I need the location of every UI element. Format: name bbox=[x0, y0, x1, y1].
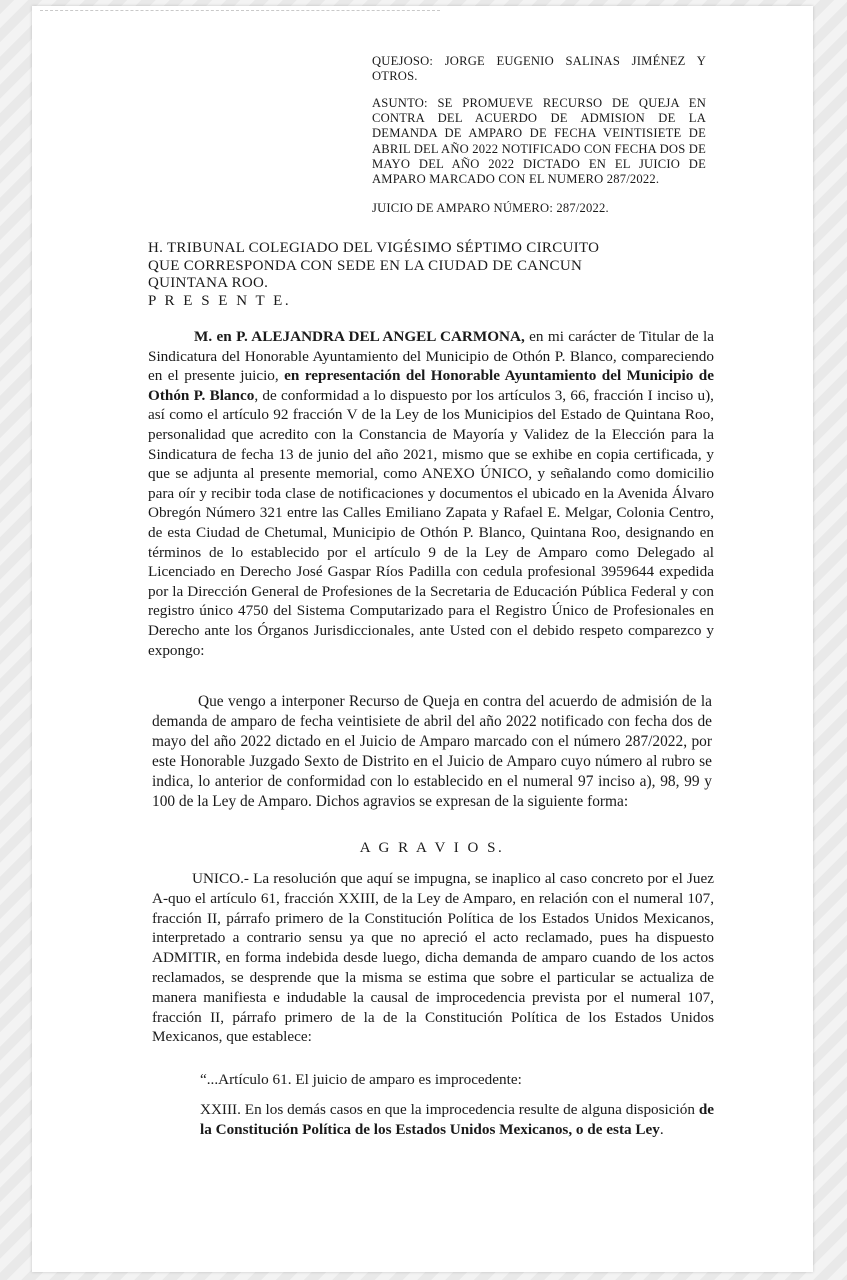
paragraph-recurso: Que vengo a interponer Recurso de Queja en contra del acuerdo de admisión de la demanda de amparo de fecha veintisiete de abril del año 2022 notificado con fecha dos de mayo del año 2022 dictado en el Juicio de Amparo marcado con el número 287/2022, por este Honorable Juzgado Sexto de Distrito en el Juicio de Amparo cuyo número al rubro se indica, lo anterior de conformidad con lo establecido en el numeral 97 inciso a), 98, 99 y 100 de la Ley de Amparo. Dichos agravios se expresan de la siguiente forma: bbox=[152, 693, 712, 810]
scan-edge-line bbox=[40, 10, 440, 12]
addressee-line-2: QUE CORRESPONDA CON SEDE EN LA CIUDAD DE CANCUN bbox=[148, 257, 583, 274]
juicio-number: JUICIO DE AMPARO NÚMERO: 287/2022. bbox=[372, 201, 609, 215]
paragraph-1-bold-b: en representación del Honorable Ayuntamiento del Municipio de Othón P. Blanco bbox=[148, 367, 714, 404]
quote-articulo-61: “...Artículo 61. El juicio de amparo es improcedente: bbox=[200, 1071, 522, 1088]
quote-text-c: . bbox=[659, 1120, 664, 1138]
paragraph-introduction bbox=[148, 327, 714, 660]
addressee-line-1: H. TRIBUNAL COLEGIADO DEL VIGÉSIMO SÉPTIMO CIRCUITO bbox=[148, 240, 600, 256]
document-page bbox=[32, 6, 813, 1272]
addressee-line-3: QUINTANA ROO. bbox=[148, 275, 269, 291]
addressee-block bbox=[148, 240, 618, 310]
asunto-block: ASUNTO: SE PROMUEVE RECURSO DE QUEJA EN CONTRA DEL ACUERDO DE ADMISION DE LA DEMANDA DE AMPARO DE FECHA VEINTISIETE DE ABRIL DEL AÑO 2022 NOTIFICADO CON FECHA DOS DE MAYO DEL AÑO 2022 DICTADO EN EL JUICIO DE AMPARO MARCADO CON EL NUMERO 287/2022. bbox=[372, 96, 706, 187]
quejoso-line: QUEJOSO: JORGE EUGENIO SALINAS JIMÉNEZ Y OTROS. bbox=[372, 54, 706, 84]
addressee-line-4: P R E S E N T E. bbox=[148, 292, 292, 309]
quote-text-a: XXIII. En los demás casos en que la improcedencia resulte de alguna disposición bbox=[200, 1101, 699, 1118]
paragraph-1-text-c: , de conformidad a lo dispuesto por los artículos 3, 66, fracción I inciso u), así como el artículo 92 fracción V de la Ley de los Municipios del Estado de Quintana Roo, personalidad que acredito con la Constancia de Mayoría y Validez de la Elección para la Sindicatura de fecha 13 de junio del año 2021, mismo que se exhibe en copia certificada, y que se adjunta al presente memorial, como ANEXO ÚNICO, y señalando como domicilio para oír y recibir toda clase de notificaciones y documentos el ubicado en la Avenida Álvaro Obregón Número 321 entre las Calles Emiliano Zapata y Rafael E. Melgar, Colonia Centro, de esta Ciudad de Chetumal, Municipio de Othón P. Blanco, Quintana Roo, designando en términos de lo establecido por el artículo 9 de la Ley de Amparo como Delegado al Licenciado en Derecho José Gaspar Ríos Padilla con cedula profesional 3959644 expedida por la Dirección General de Profesiones de la Secretaria de Educación Pública Federal y con registro único 4750 del Sistema Computarizado para el Registro Único de Profesionales en Derecho ante los Órganos Jurisdiccionales, ante Usted con el debido respeto comparezco y expongo: bbox=[148, 386, 714, 659]
paragraph-1-text-a: en mi carácter de Titular de la Sindicatura del Honorable Ayuntamiento del Municipio de Othón P. Blanco, compareciendo en el presente juicio, bbox=[148, 328, 714, 385]
quote-bold-b: de la Constitución Política de los Estados Unidos Mexicanos, o de esta Ley bbox=[200, 1101, 714, 1138]
agravios-title: A G R A V I O S. bbox=[359, 840, 505, 856]
signatory-name: M. en P. ALEJANDRA DEL ANGEL CARMONA, bbox=[194, 328, 525, 345]
paragraph-unico: UNICO.- La resolución que aquí se impugna, se inaplico al caso concreto por el Juez A-quo el artículo 61, fracción XXIII, de la Ley de Amparo, en relación con el numeral 107, fracción II, párrafo primero de la Constitución Política de los Estados Unidos Mexicanos, interpretado a contrario sensu ya que no apreció el acto reclamado, pues ha dispuesto ADMITIR, en forma indebida desde luego, dicha demanda de amparo cuando de los actos reclamados, se desprende que la misma se estima que sobre el particular se actualiza de manera manifiesta e indudable la causal de improcedencia prevista por el numeral 107, fracción II, párrafo primero de la de la Constitución Política de los Estados Unidos Mexicanos, que establece: bbox=[152, 870, 714, 1046]
quote-fraccion-xxiii bbox=[200, 1100, 714, 1140]
